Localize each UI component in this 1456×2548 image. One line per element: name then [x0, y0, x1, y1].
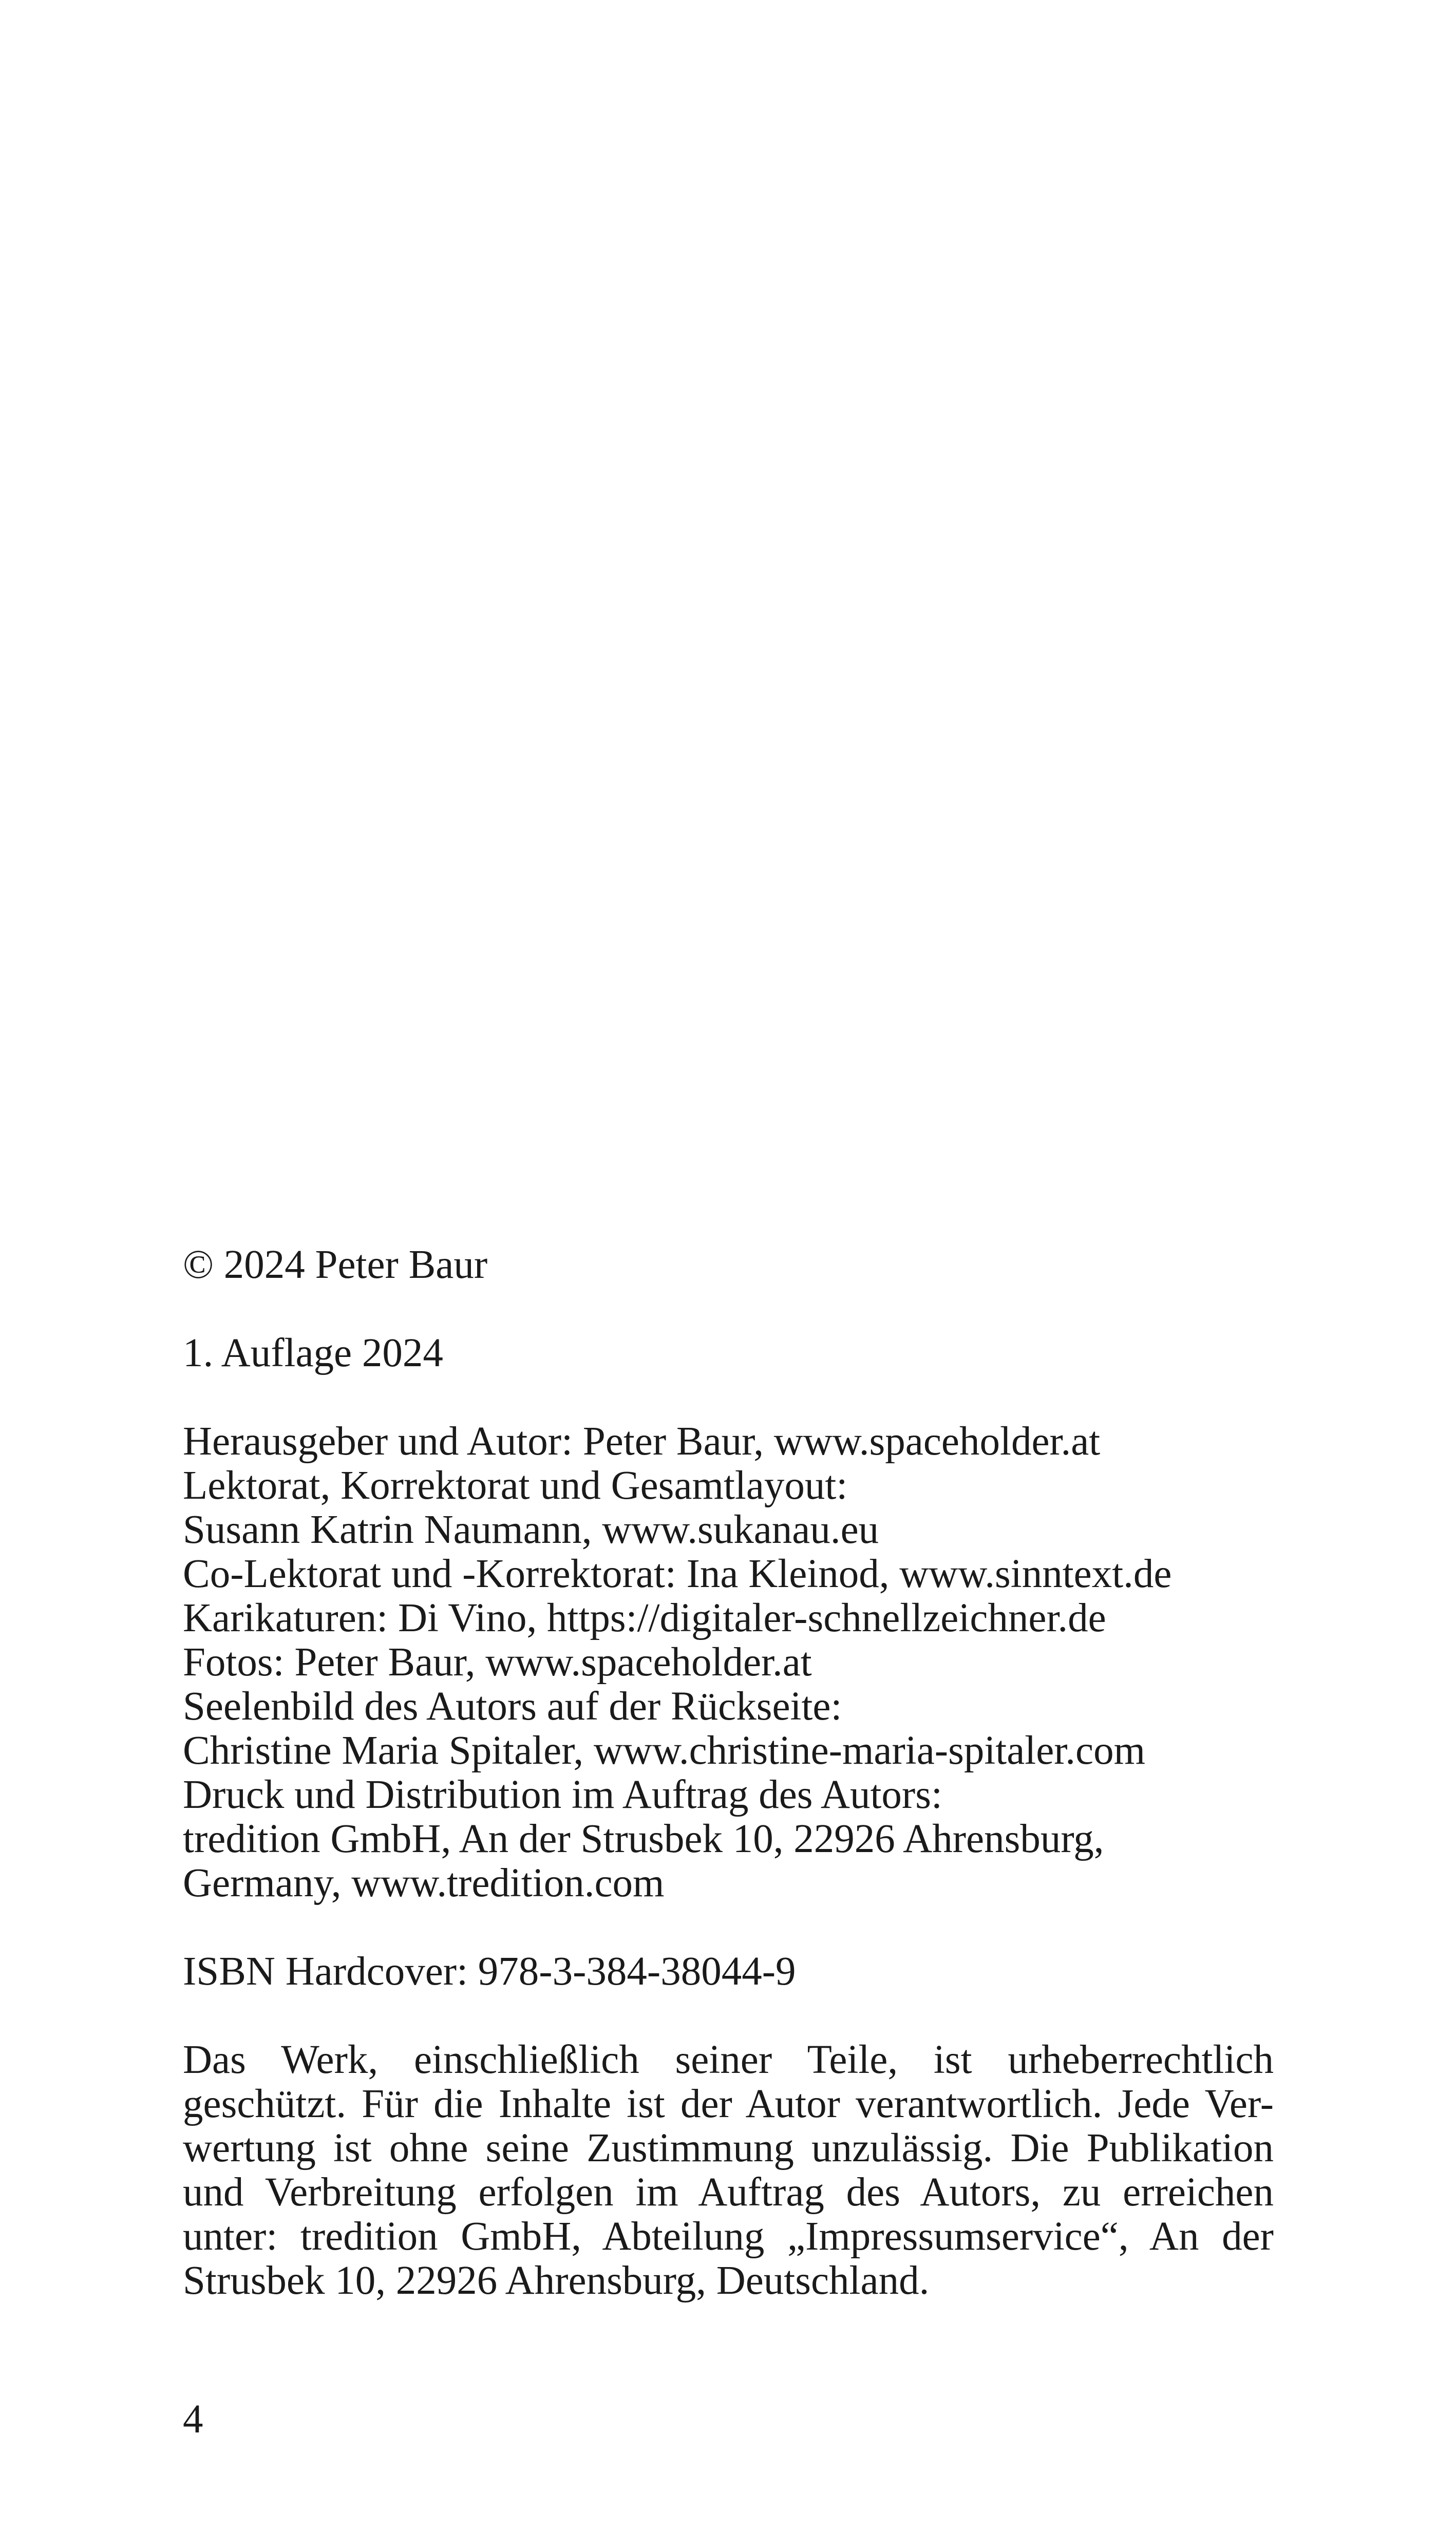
copyright-line: © 2024 Peter Baur [183, 1242, 488, 1287]
notice-line: Strusbek 10, 22926 Ahrensburg, Deutschland. [183, 2258, 930, 2303]
page-number: 4 [183, 2397, 203, 2442]
spacer [183, 1287, 1274, 1331]
credit-line-soul-image-label: Seelenbild des Autors auf der Rückseite: [183, 1684, 842, 1729]
notice-line: wertung ist ohne seine Zustimmung unzulässig. Die Publikation [183, 2126, 1274, 2170]
credit-line-soul-image-artist: Christine Maria Spitaler, www.christine-maria-spitaler.com [183, 1728, 1146, 1773]
credit-line-print-web: Germany, www.tredition.com [183, 1861, 665, 1905]
edition-line: 1. Auflage 2024 [183, 1331, 443, 1375]
notice-line: geschützt. Für die Inhalte ist der Autor verantwortlich. Jede Ver- [183, 2082, 1274, 2126]
isbn-line: ISBN Hardcover: 978-3-384-38044-9 [183, 1949, 796, 1994]
credit-line-caricatures: Karikaturen: Di Vino, https://digitaler-schnellzeichner.de [183, 1596, 1106, 1640]
credits-list [183, 1420, 1274, 1905]
credit-line-photos: Fotos: Peter Baur, www.spaceholder.at [183, 1640, 812, 1685]
notice-line: und Verbreitung erfolgen im Auftrag des Autors, zu erreichen [183, 2170, 1274, 2215]
copyright-notice [183, 2038, 1274, 2303]
credit-line-publisher: Herausgeber und Autor: Peter Baur, www.spaceholder.at [183, 1419, 1101, 1464]
credit-line-editing-label: Lektorat, Korrektorat und Gesamtlayout: [183, 1463, 848, 1508]
notice-line: unter: tredition GmbH, Abteilung „Impressumservice“, An der [183, 2214, 1274, 2259]
credit-line-print-label: Druck und Distribution im Auftrag des Autors: [183, 1772, 942, 1817]
spacer [183, 1375, 1274, 1420]
credit-line-co-editing: Co-Lektorat und -Korrektorat: Ina Kleinod, www.sinntext.de [183, 1552, 1172, 1596]
credit-line-print-address: tredition GmbH, An der Strusbek 10, 22926 Ahrensburg, [183, 1817, 1104, 1861]
spacer [183, 1994, 1274, 2038]
spacer [183, 1905, 1274, 1950]
imprint-block [183, 1243, 1274, 2303]
notice-line: Das Werk, einschließlich seiner Teile, ist urheberrechtlich [183, 2037, 1274, 2082]
credit-line-editor: Susann Katrin Naumann, www.sukanau.eu [183, 1507, 879, 1552]
